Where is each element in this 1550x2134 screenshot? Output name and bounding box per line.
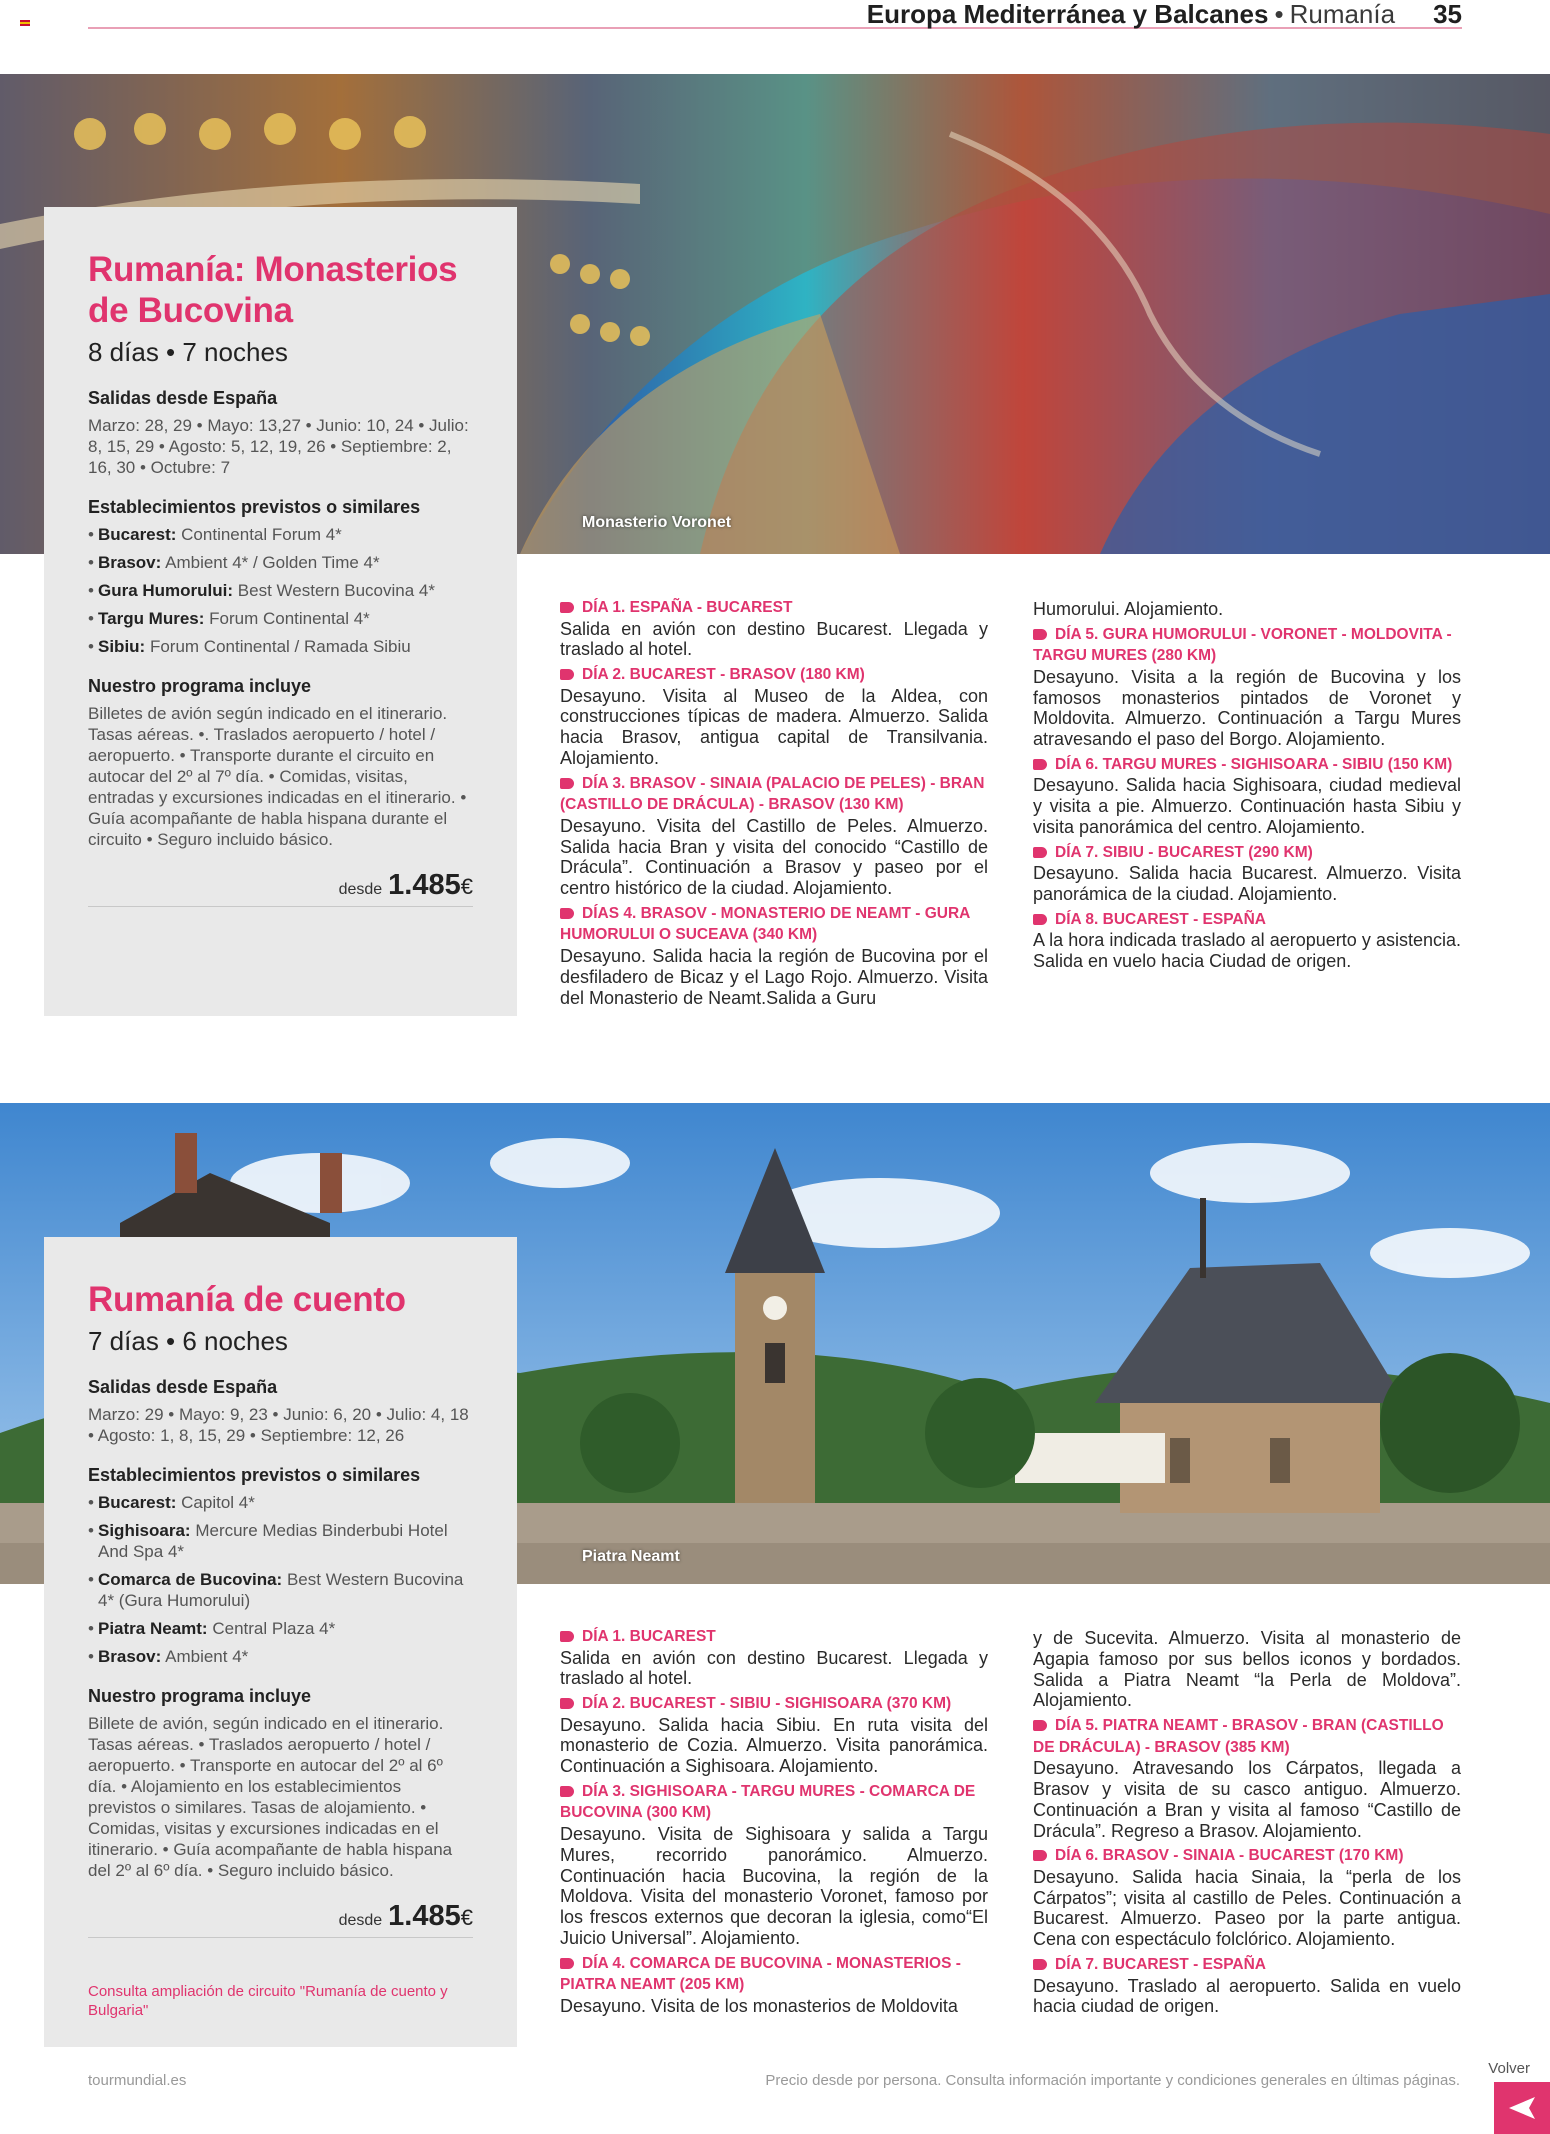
hotel-item: • Bucarest: Capitol 4*: [88, 1492, 473, 1513]
hotel-item: • Gura Humorului: Best Western Bucovina 4*: [88, 580, 473, 601]
day-text: Desayuno. Traslado al aeropuerto. Salida en vuelo hacia ciudad de origen.: [1033, 1975, 1461, 2017]
day-text: Desayuno. Visita a la región de Bucovina y los famosos monasterios pintados de Voronet y Moldovita. Almuerzo. Continuación a Targu Mures atravesando el paso del Borgo. Alojamiento.: [1033, 666, 1461, 750]
day-bullet-icon: [560, 669, 574, 680]
page-number: 35: [1433, 0, 1462, 29]
hotel-item: • Targu Mures: Forum Continental 4*: [88, 608, 473, 629]
footer-disclaimer: Precio desde por persona. Consulta información importante y condiciones generales en últimas páginas.: [765, 2072, 1460, 2089]
hotel-item: • Sibiu: Forum Continental / Ramada Sibiu: [88, 636, 473, 657]
arrow-left-icon: [1507, 2095, 1537, 2121]
day-text-continued: y de Sucevita. Almuerzo. Visita al monasterio de Agapia famoso por sus bellos iconos y bordados. Salida a Piatra Neamt “la Perla de Moldova”. Alojamiento.: [1033, 1628, 1461, 1711]
day-title: DÍA 5. PIATRA NEAMT - BRASOV - BRAN (CASTILLO DE DRÁCULA) - BRASOV (385 KM): [1033, 1717, 1444, 1756]
day-title: DÍA 1. ESPAÑA - BUCAREST: [560, 597, 988, 619]
price-currency: €: [460, 874, 473, 899]
day-text: Desayuno. Visita de los monasterios de Moldovita: [560, 1995, 958, 2016]
hotel-item: • Bucarest: Continental Forum 4*: [88, 524, 473, 545]
day-title: DÍA 2. BUCAREST - BRASOV (180 KM): [560, 664, 988, 686]
tour-card-monasterios: [44, 207, 517, 1016]
day-text: Salida en avión con destino Bucarest. Llegada y traslado al hotel.: [560, 1647, 988, 1689]
flag-icon: [20, 20, 30, 26]
day-text: Desayuno. Salida hacia Sinaia, la “perla de los Cárpatos”; visita al castillo de Peles. Continuación a Bucarest. Almuerzo. Paseo por la parte antigua. Cena con espectáculo folclórico. Alojamiento.: [1033, 1866, 1461, 1950]
day-text: A la hora indicada traslado al aeropuerto y asistencia. Salida en vuelo hacia Ciudad de origen.: [1033, 930, 1461, 972]
photo-caption-voronet: Monasterio Voronet: [582, 514, 732, 531]
header-country: Rumanía: [1289, 0, 1396, 29]
day-title: DÍA 4. COMARCA DE BUCOVINA - MONASTERIOS - PIATRA NEAMT (205 KM): [560, 1954, 961, 1994]
day-text-continued: Humorului. Alojamiento.: [1033, 599, 1224, 619]
includes-text: Billetes de avión según indicado en el itinerario. Tasas aéreas. •. Traslados aeropuerto / hotel / aeropuerto. • Transporte durante el circuito en autocar del 2º al 7º día. • Comidas, visitas, entradas y excursiones indicadas en el itinerario. • Guía acompañante de habla hispana durante el circuito • Seguro incluido básico.: [88, 704, 467, 849]
day-bullet-icon: [560, 1958, 574, 1969]
tour-card-cuento: [44, 1237, 517, 2047]
day-text: Desayuno. Salida hacia Bucarest. Almuerzo. Visita panorámica de la ciudad. Alojamiento.: [1033, 863, 1461, 905]
day-bullet-icon: [1033, 914, 1047, 925]
hotel-item: • Piatra Neamt: Central Plaza 4*: [88, 1618, 473, 1639]
day-text: Desayuno. Salida hacia Sibiu. En ruta visita del monasterio de Cozia. Almuerzo. Visita panorámica. Continuación a Sighisoara. Alojamiento.: [560, 1714, 988, 1777]
day-title: DÍA 3. BRASOV - SINAIA (PALACIO DE PELES) - BRAN (CASTILLO DE DRÁCULA) - BRASOV (130 KM): [560, 774, 985, 814]
price-prefix: desde: [338, 1912, 383, 1929]
day-title: DÍA 7. SIBIU - BUCAREST (290 KM): [1033, 842, 1461, 864]
day-title: DÍA 1. BUCAREST: [560, 1626, 988, 1648]
hotels-list: [88, 524, 473, 657]
day-bullet-icon: [560, 1631, 574, 1642]
photo-caption-piatra: Piatra Neamt: [582, 1548, 680, 1565]
tour-duration: 8 días • 7 noches: [88, 337, 288, 367]
price-value: 1.485: [388, 869, 461, 901]
day-title: DÍA 2. BUCAREST - SIBIU - SIGHISOARA (370 KM): [560, 1693, 988, 1715]
itinerary-col-1: [560, 597, 988, 1012]
day-text: Desayuno. Visita de Sighisoara y salida a Targu Mures, recorrido panorámico. Almuerzo. Continuación hacia Bucovina, la región de la Moldova. Visita del monasterio Voronet, famoso por los frescos externos que decoran la iglesia, como“El Juicio Universal”. Alojamiento.: [560, 1823, 988, 1948]
includes-heading: Nuestro programa incluye: [88, 676, 312, 696]
day-bullet-icon: [1033, 1959, 1047, 1970]
page-header: [867, 0, 1462, 28]
hotel-item: • Sighisoara: Mercure Medias Binderbubi Hotel And Spa 4*: [88, 1520, 473, 1562]
header-separator: •: [1274, 0, 1284, 29]
day-text: Desayuno. Visita del Castillo de Peles. Almuerzo. Salida hacia Bran y visita del conocido “Castillo de Drácula”. Continuación a Brasov y paseo por el centro histórico de la ciudad. Alojamiento.: [560, 815, 988, 899]
extension-link[interactable]: Consulta ampliación de circuito "Rumanía de cuento y Bulgaria": [88, 1983, 448, 2019]
tour-duration: 7 días • 6 noches: [88, 1326, 288, 1356]
hotel-item: • Brasov: Ambient 4* / Golden Time 4*: [88, 552, 473, 573]
day-title: DÍA 6. BRASOV - SINAIA - BUCAREST (170 KM): [1033, 1845, 1461, 1867]
back-label[interactable]: Volver: [1488, 2060, 1530, 2077]
day-bullet-icon: [560, 778, 574, 789]
salidas-heading: Salidas desde España: [88, 388, 278, 408]
hotel-item: • Comarca de Bucovina: Best Western Bucovina 4* (Gura Humorului): [88, 1569, 473, 1611]
day-title: DÍAS 4. BRASOV - MONASTERIO DE NEAMT - GURA HUMORULUI O SUCEAVA (340 KM): [560, 904, 970, 944]
price-currency: €: [460, 1905, 473, 1930]
includes-heading: Nuestro programa incluye: [88, 1686, 312, 1706]
price-row: [88, 1900, 473, 1938]
tour-title: Rumanía de cuento: [88, 1280, 406, 1319]
day-title: DÍA 3. SIGHISOARA - TARGU MURES - COMARCA DE BUCOVINA (300 KM): [560, 1782, 976, 1822]
includes-text: Billete de avión, según indicado en el itinerario. Tasas aéreas. • Traslados aeropuerto / hotel / aeropuerto. • Transporte en autocar del 2º al 6º día. • Alojamiento en los establecimientos previstos o similares. Tasas de alojamiento. • Comidas, visitas y excursiones indicadas en el itinerario. • Guía acompañante de habla hispana del 2º al 6º día. • Seguro incluido básico.: [88, 1714, 453, 1880]
day-text: Desayuno. Salida hacia la región de Bucovina por el desfiladero de Bicaz y el Lago Rojo. Almuerzo. Visita del Monasterio de Neamt.Salida a Guru: [560, 945, 988, 1008]
header-region: Europa Mediterránea y Balcanes: [866, 0, 1269, 29]
day-bullet-icon: [1033, 629, 1047, 640]
day-title: DÍA 8. BUCAREST - ESPAÑA: [1033, 909, 1461, 931]
day-bullet-icon: [1033, 1720, 1047, 1731]
day-bullet-icon: [1033, 1850, 1047, 1861]
itinerary-col-2: [1033, 1628, 1461, 2021]
salidas-text: Marzo: 28, 29 • Mayo: 13,27 • Junio: 10, 24 • Julio: 8, 15, 29 • Agosto: 5, 12, 19, 26 • Septiembre: 2, 16, 30 • Octubre: 7: [88, 416, 469, 477]
day-text: Desayuno. Atravesando los Cárpatos, llegada a Brasov y visita de su casco antiguo. Almuerzo. Continuación a Bran y visita al famoso “Castillo de Drácula”. Regreso a Brasov. Alojamiento.: [1033, 1758, 1461, 1841]
price-row: [88, 869, 473, 907]
day-bullet-icon: [1033, 847, 1047, 858]
salidas-text: Marzo: 29 • Mayo: 9, 23 • Junio: 6, 20 • Julio: 4, 18 • Agosto: 1, 8, 15, 29 • Septiembre: 12, 26: [88, 1405, 469, 1445]
itinerary-col-1: [560, 1626, 988, 2021]
day-title: DÍA 7. BUCAREST - ESPAÑA: [1033, 1954, 1461, 1976]
hotels-list: [88, 1492, 473, 1667]
day-bullet-icon: [1033, 759, 1047, 770]
hotels-heading: Establecimientos previstos o similares: [88, 497, 421, 517]
salidas-heading: Salidas desde España: [88, 1377, 278, 1397]
itinerary-col-2: [1033, 599, 1461, 976]
day-text: Salida en avión con destino Bucarest. Llegada y traslado al hotel.: [560, 618, 988, 660]
day-text: Desayuno. Visita al Museo de la Aldea, con construcciones típicas de madera. Almuerzo. Salida hacia Brasov, antigua capital de Transilvania. Alojamiento.: [560, 685, 988, 768]
hotels-heading: Establecimientos previstos o similares: [88, 1465, 421, 1485]
day-bullet-icon: [560, 602, 574, 613]
day-bullet-icon: [560, 1786, 574, 1797]
day-title: DÍA 6. TARGU MURES - SIGHISOARA - SIBIU (150 KM): [1033, 754, 1461, 776]
back-button[interactable]: [1494, 2082, 1550, 2134]
day-text: Desayuno. Salida hacia Sighisoara, ciudad medieval y visita a pie. Almuerzo. Continuación hasta Sibiu y visita panorámica del centro. Alojamiento.: [1033, 775, 1461, 838]
day-bullet-icon: [560, 1698, 574, 1709]
price-prefix: desde: [338, 881, 383, 898]
hotel-item: • Brasov: Ambient 4*: [88, 1646, 473, 1667]
price-value: 1.485: [388, 1900, 461, 1932]
day-title: DÍA 5. GURA HUMORULUI - VORONET - MOLDOVITA - TARGU MURES (280 KM): [1033, 625, 1452, 665]
day-bullet-icon: [560, 908, 574, 919]
tour-title: Rumanía: Monasterios de Bucovina: [88, 250, 458, 330]
footer-site[interactable]: tourmundial.es: [88, 2072, 187, 2089]
